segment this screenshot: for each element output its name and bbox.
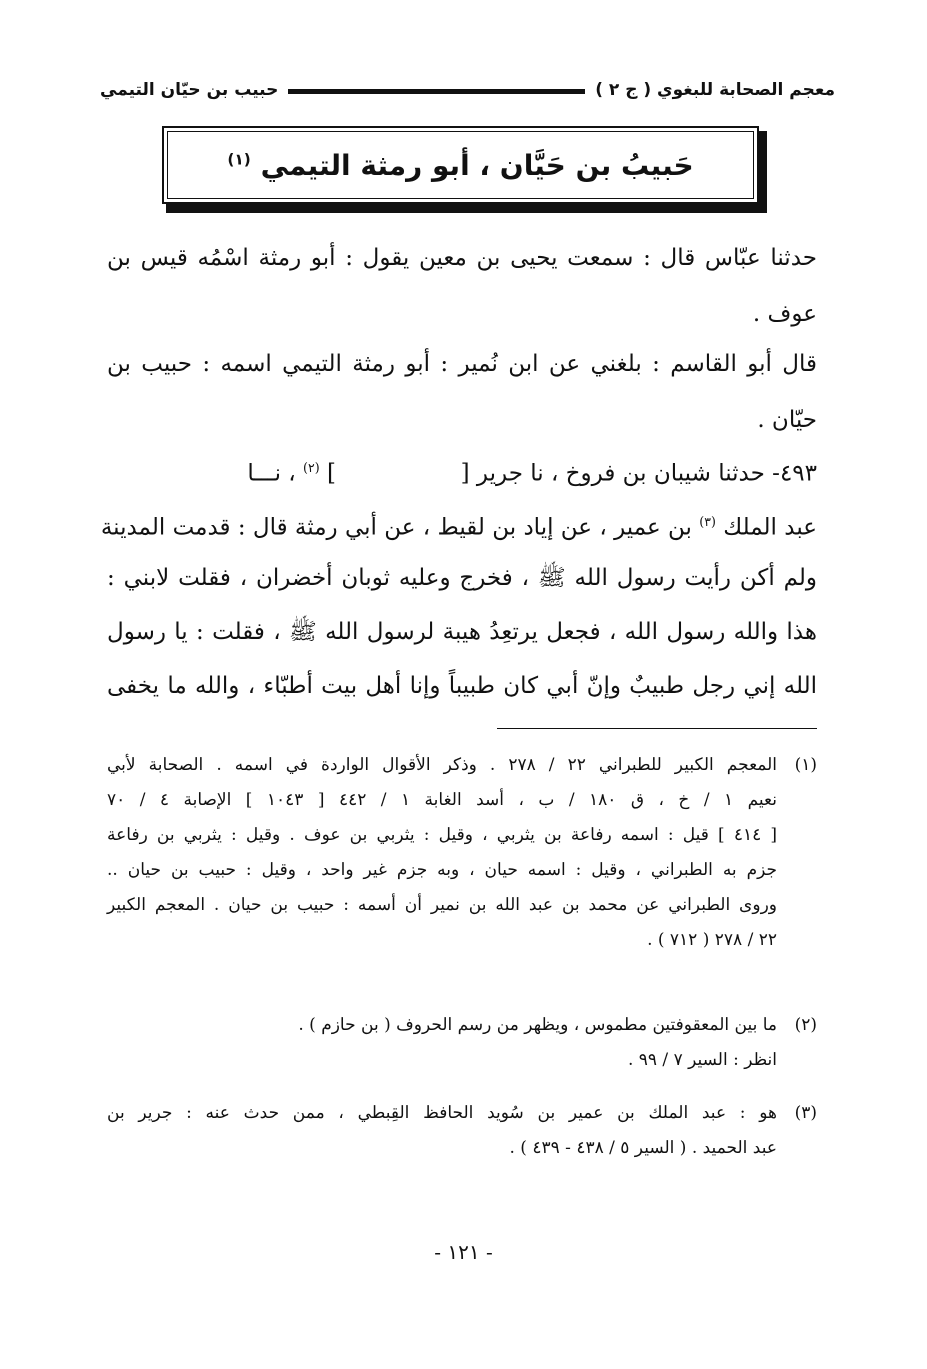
- footnote-line: جزم به الطبراني ، وقيل : اسمه حيان ، وبه جزم غير واحد ، وقيل : حبيب بن حيان ..: [107, 860, 777, 880]
- footnote-marker: (٣): [699, 514, 716, 529]
- header-entry-name: حبيب بن حيّان التيمي: [100, 80, 279, 100]
- hadith-tail: ، نـــا: [247, 460, 296, 487]
- hadith-line: الله إني رجل طبيبٌ وإنّ أبي كان طبيباً وإنا أهل بيت أطبّاء ، والله ما يخفى: [107, 673, 817, 699]
- footnote-line: [ ٤١٤ ] قيل : اسمه رفاعة بن يثربي ، وقيل : يثربي بن عوف . وقيل : يثربي بن رفاعة: [107, 825, 778, 845]
- entry-title-text: حَبيبُ بن حَيَّان ، أبو رمثة التيمي: [260, 148, 694, 182]
- hadith-line: ولم أكن رأيت رسول الله ﷺ ، فخرج وعليه ثوبان أخضران ، فقلت لابني :: [107, 565, 817, 591]
- footnote-3: [107, 1096, 817, 1166]
- footnote-line: ما بين المعقوفتين مطموس ، ويظهر من رسم الحروف ( بن حازم ) .: [298, 1015, 777, 1035]
- footnote-line: انظر : السير ٧ / ٩٩ .: [627, 1050, 777, 1070]
- footnote-line: وروى الطبراني عن محمد بن عبد الله بن نمير أن أسمه : حبيب بن حيان . المعجم الكبير: [107, 895, 777, 915]
- footnote-line: المعجم الكبير للطبراني ٢٢ / ٢٧٨ . وذكر الأقوال الواردة في اسمه . الصحابة لأبي: [107, 755, 777, 775]
- entry-title-box: [162, 126, 759, 204]
- header-rule: [288, 89, 585, 94]
- footnote-line: عبد الحميد . ( السير ٥ / ٤٣٨ - ٤٣٩ ) .: [509, 1138, 777, 1158]
- body-line: قال أبو القاسم : بلغني عن ابن نُمير : أبو رمثة التيمي اسمه : حبيب بن: [107, 351, 817, 377]
- footnote-text: [107, 1008, 777, 1078]
- hadith-number-text: ٤٩٣- حدثنا شيبان بن فروخ ، نا جرير [: [460, 460, 817, 487]
- footnote-text: [107, 1096, 777, 1166]
- footnote-number: (٣): [794, 1103, 817, 1123]
- footnote-separator: [497, 728, 817, 729]
- footnote-line: ٢٢ / ٢٧٨ ( ٧١٢ ) .: [647, 930, 777, 950]
- footnote-line: نعيم ١ / خ ، ق ١٨٠ / ب ، أسد الغابة ١ / ٤٤٢ [ ١٠٤٣ ] الإصابة ٤ / ٧٠: [107, 790, 777, 810]
- hadith-line: هذا والله رسول الله ، فجعل يرتعِدُ هيبة لرسول الله ﷺ ، فقلت : يا رسول: [107, 619, 817, 645]
- hadith-line: [107, 446, 817, 496]
- footnote-line: هو : عبد الملك بن عمير بن سُويد الحافظ القِبطي ، ممن حدث عنه : جرير بن: [107, 1103, 777, 1123]
- entry-title: [227, 149, 693, 182]
- body-line: حدثنا عبّاس قال : سمعت يحيى بن معين يقول : أبو رمثة اسْمُه قيس بن: [107, 245, 817, 271]
- footnote-number: (٢): [794, 1015, 817, 1035]
- body-line: عوف .: [752, 301, 817, 327]
- footnote-2: [107, 1008, 817, 1078]
- running-header: [100, 76, 835, 104]
- bracket-close: ]: [327, 460, 336, 487]
- hadith-text: بن عمير ، عن إياد بن لقيط ، عن أبي رمثة قال : قدمت المدينة: [100, 514, 692, 541]
- footnote-1: [107, 748, 817, 958]
- footnote-text: [107, 748, 777, 958]
- page-number: - ١٢١ -: [434, 1240, 493, 1264]
- title-footnote-marker: (١): [227, 150, 251, 169]
- hadith-line: [100, 500, 817, 550]
- header-book-title: معجم الصحابة للبغوي ( ج ٢ ): [595, 80, 835, 100]
- footnote-number: (١): [794, 755, 817, 775]
- narrator-name: عبد الملك: [723, 514, 817, 541]
- body-line: حيّان .: [757, 407, 817, 433]
- footnote-marker: (٢): [303, 460, 320, 475]
